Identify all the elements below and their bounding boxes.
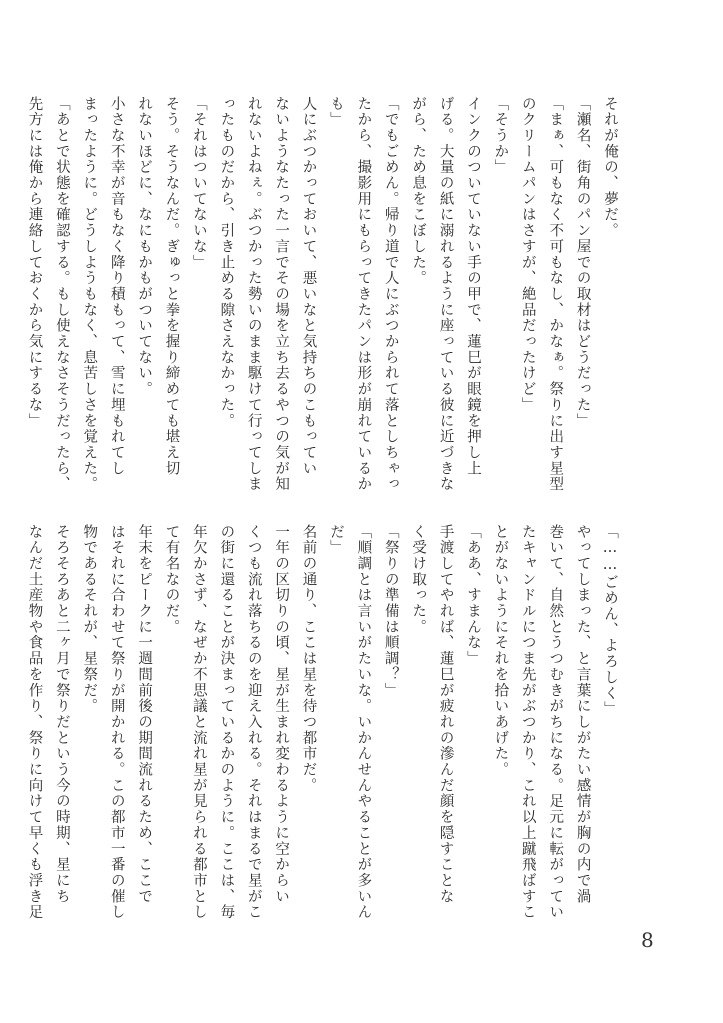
text-line: インクのついていない手の甲で、蓮巳が眼鏡を押し上 xyxy=(464,96,481,477)
text-line: 「まぁ、可もなく不可もなし、かなぁ。祭りに出す星型 xyxy=(547,96,564,493)
text-line: れないよねぇ。ぶつかった勢いのまま駆けて行ってしま xyxy=(245,96,262,493)
text-line: 「ああ、すまんな」 xyxy=(464,524,481,667)
text-line: 「あとで状態を確認する。もし使えなさそうだったら、 xyxy=(53,96,70,493)
text-line: 名前の通り、ここは星を待つ都市だ。 xyxy=(300,524,317,794)
text-line: 「瀬名、街角のパン屋での取材はどうだった」 xyxy=(574,96,591,429)
text-line: ったものだから、引き止める隙さえなかった。 xyxy=(218,96,235,429)
text-line: のクリームパンはさすが、絶品だったけど」 xyxy=(519,96,536,413)
text-block-top xyxy=(20,96,623,493)
text-line: 一年の区切りの頃、星が生まれ変わるように空からい xyxy=(273,524,290,905)
text-line: 「順調とは言いがたいな。いかんせんやることが多いん xyxy=(355,524,372,921)
text-line: はそれに合わせて祭りが開かれる。この都市一番の催し xyxy=(108,524,125,921)
text-line: の街に還ることが決まっているかのように。ここは、毎 xyxy=(218,524,235,921)
text-line: とがないようにそれを拾いあげた。 xyxy=(492,524,509,778)
text-line: 「そうか」 xyxy=(492,96,509,176)
text-line: も」 xyxy=(327,96,344,128)
text-line: 「それはついてないな」 xyxy=(190,96,207,271)
text-line: れないほどに、なにもかもがついてない。 xyxy=(136,96,153,398)
text-line: 手渡してやれば、蓮巳が疲れの滲んだ顔を隠すことな xyxy=(437,524,454,905)
text-line: 年欠かさず、なぜか不思議と流れ星が見られる都市とし xyxy=(190,524,207,921)
text-line: 「祭りの準備は順調？」 xyxy=(382,524,399,699)
text-line: げる。大量の紙に溺れるように座っている彼に近づきな xyxy=(437,96,454,493)
text-line: くつも流れ落ちるのを迎え入れる。それはまるで星がこ xyxy=(245,524,262,921)
text-line: なんだ土産物や食品を作り、祭りに向けて早くも浮き足 xyxy=(26,524,43,921)
text-line: たから、撮影用にもらってきたパンは形が崩れているか xyxy=(355,96,372,493)
text-line: 先方には俺から連絡しておくから気にするな」 xyxy=(26,96,43,429)
text-line: 「……ごめん、よろしく」 xyxy=(602,524,618,718)
page-number: 8 xyxy=(641,928,654,952)
text-line: まったように。どうしようもなく、息苦しさを覚えた。 xyxy=(81,96,98,493)
text-block-bottom xyxy=(20,524,623,921)
text-line: そろそろあと二ヶ月で祭りだという今の時期、星にち xyxy=(53,524,70,905)
text-line: たキャンドルにつま先がぶつかり、これ以上蹴飛ばすこ xyxy=(519,524,536,921)
text-line: だ」 xyxy=(327,524,344,556)
text-line: がら、ため息をこぼした。 xyxy=(410,96,427,287)
text-line: 物であるそれが、星祭だ。 xyxy=(81,524,98,715)
text-line: それが俺の、夢だ。 xyxy=(602,96,618,239)
text-line: 巻いて、自然とうつむきがちになる。足元に転がってい xyxy=(547,524,564,921)
text-line: そう。そうなんだ。ぎゅっと拳を握り締めても堪え切 xyxy=(163,96,180,477)
text-line: ないようなたった一言でその場を立ち去るやつの気が知 xyxy=(273,96,290,493)
text-line: やってしまった、と言葉にしがたい感情が胸の内で渦 xyxy=(574,524,591,905)
text-line: 「でもごめん。帰り道で人にぶつかられて落としちゃっ xyxy=(382,96,399,493)
text-line: 小さな不幸が音もなく降り積もって、雪に埋もれてし xyxy=(108,96,125,477)
text-line: 年末をピークに一週間前後の期間流れるため、ここで xyxy=(136,524,153,905)
text-line: 人にぶつかっておいて、悪いなと気持ちのこもってい xyxy=(300,96,317,477)
text-line: く受け取った。 xyxy=(410,524,427,635)
text-line: て有名なのだ。 xyxy=(163,524,180,635)
